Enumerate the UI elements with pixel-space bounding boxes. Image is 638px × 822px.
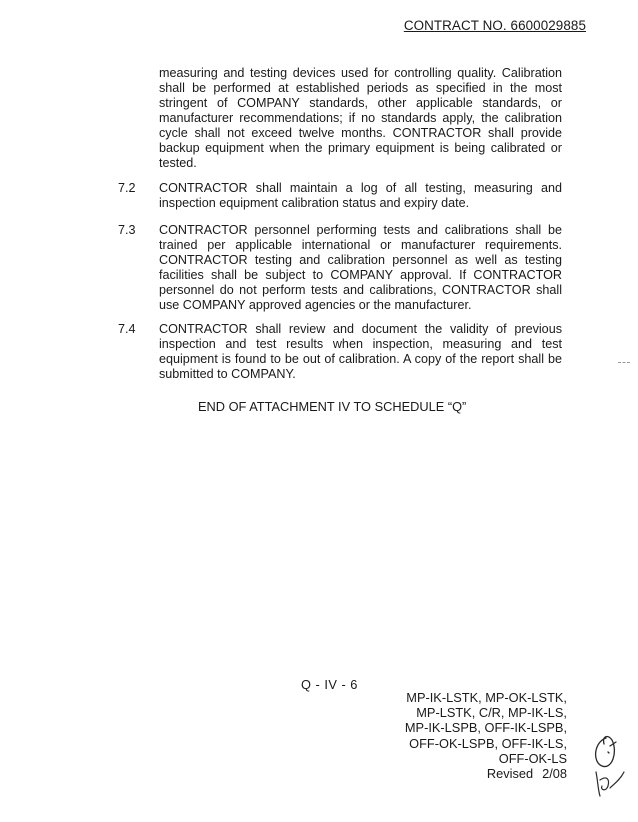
footer-codes xyxy=(405,690,567,766)
section-number: 7.4 xyxy=(118,322,136,336)
revised-date: 2/08 xyxy=(542,766,567,781)
footer-code-line: OFF-OK-LSPB, OFF-IK-LS, xyxy=(409,735,567,751)
section-number: 7.3 xyxy=(118,223,136,237)
handwritten-initials xyxy=(586,728,630,800)
footer-code-line: MP-IK-LSTK, MP-OK-LSTK, xyxy=(406,690,567,705)
contract-number-header: CONTRACT NO. 6600029885 xyxy=(403,18,586,33)
page-number: Q - IV - 6 xyxy=(301,677,358,692)
intro-paragraph: measuring and testing devices used for controlling quality. Calibration shall be performed at established periods as specified in the most stringent of COMPANY standards, other applicable standards, or manufacturer recommendations; if no standards apply, the calibration cycle shall not exceed twelve months. CONTRACTOR shall provide backup equipment when the primary equipment is being calibrated or tested. xyxy=(159,66,562,170)
footer-code-line: MP-IK-LSPB, OFF-IK-LSPB, xyxy=(404,720,567,736)
section-text: CONTRACTOR shall review and document the validity of previous inspection and test results when inspection, measuring and test equipment is found to be out of calibration. A copy of the report shall be submitted to COMPANY. xyxy=(159,322,562,381)
section-number: 7.2 xyxy=(118,181,136,195)
footer-code-line: OFF-OK-LS xyxy=(498,750,567,766)
end-of-attachment-line: END OF ATTACHMENT IV TO SCHEDULE “Q” xyxy=(198,399,467,414)
revised-label: Revised xyxy=(486,766,534,781)
footer-code-line: MP-LSTK, C/R, MP-IK-LS, xyxy=(416,705,567,721)
section-text: CONTRACTOR shall maintain a log of all testing, measuring and inspection equipment calibration status and expiry date. xyxy=(159,181,562,210)
revision-note xyxy=(487,766,567,781)
section-text: CONTRACTOR personnel performing tests and calibrations shall be trained per applicable international or manufacturer requirements. CONTRACTOR testing and calibration personnel as well as testing facilities shall be subject to COMPANY approval. If CONTRACTOR personnel do not perform tests and calibrations, CONTRACTOR shall use COMPANY approved agencies or the manufacturer. xyxy=(159,223,562,312)
margin-mark xyxy=(618,362,630,364)
